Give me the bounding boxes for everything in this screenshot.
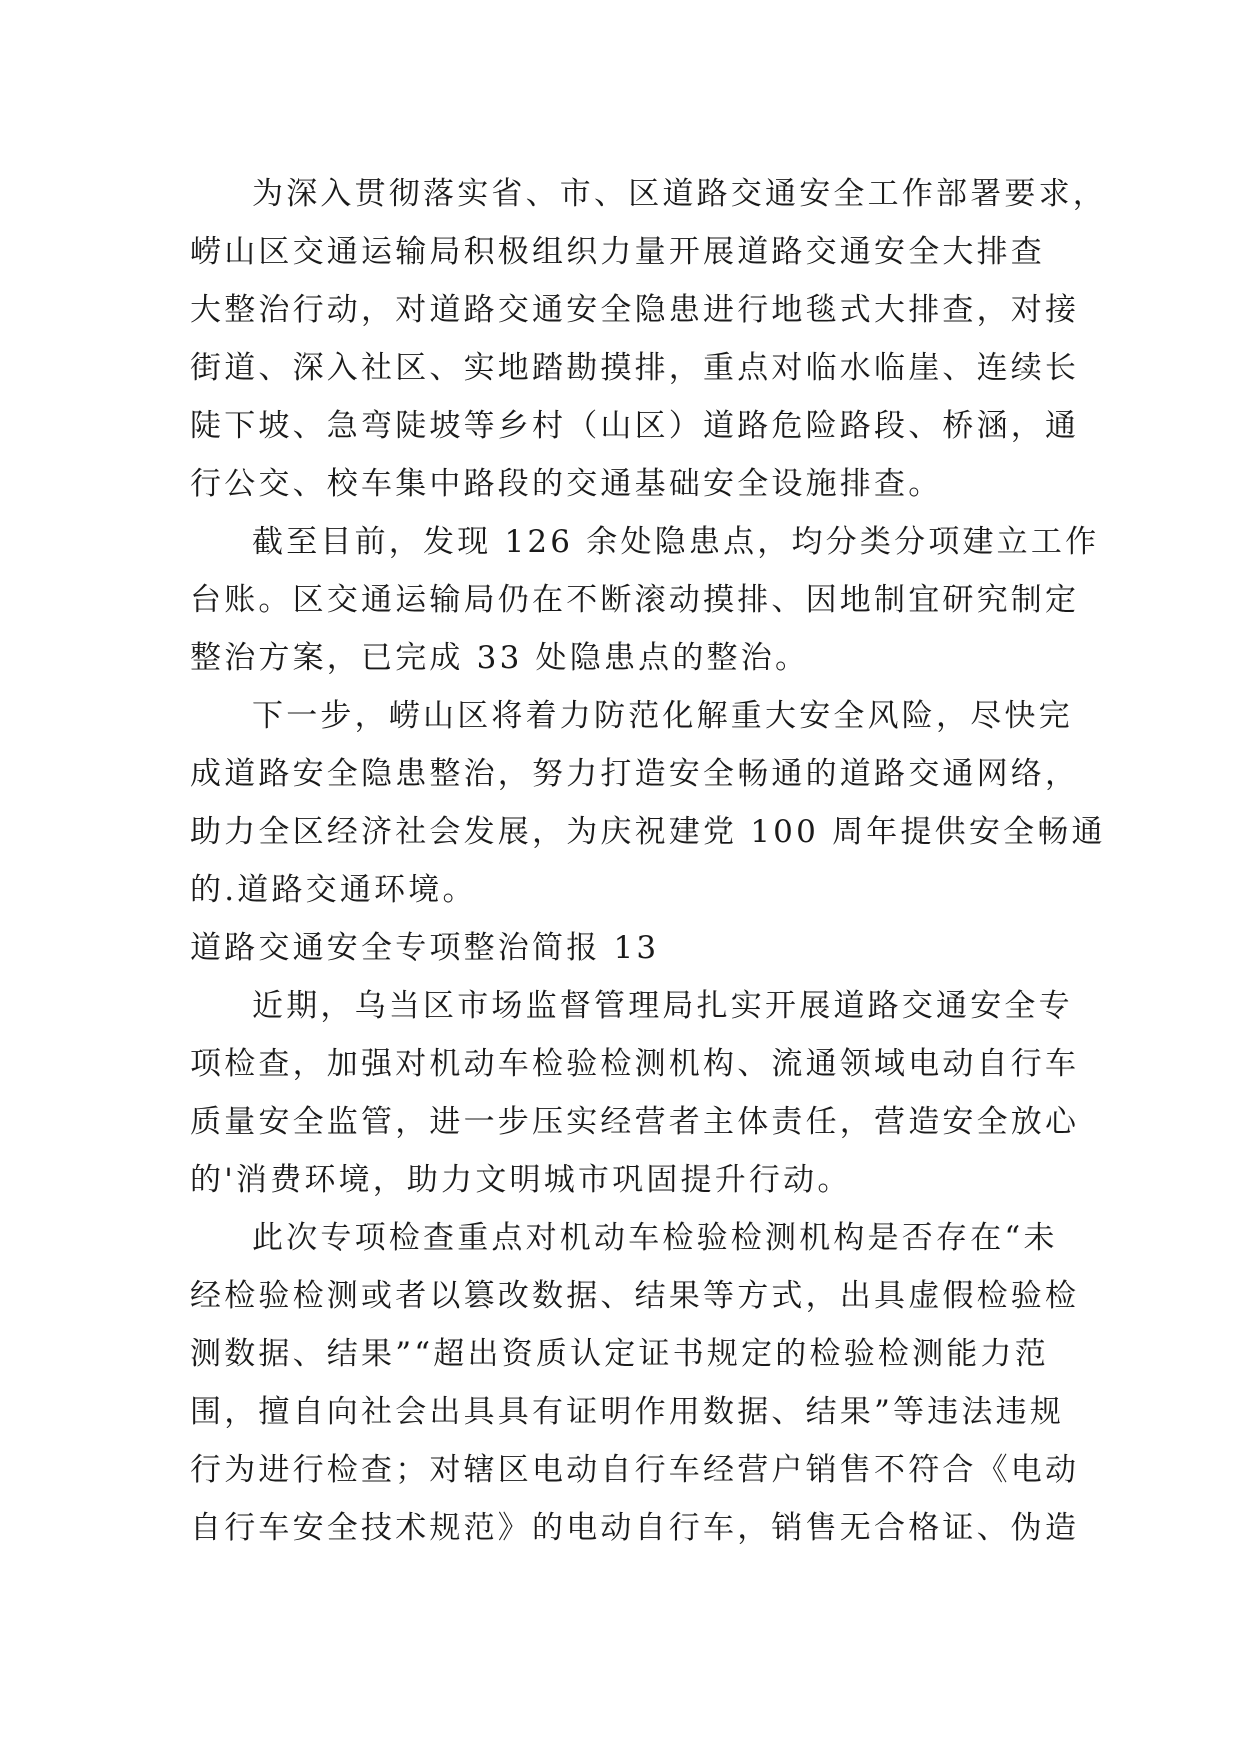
- paragraph-2: [190, 513, 1100, 687]
- paragraph-line: 台账。区交通运输局仍在不断滚动摸排、因地制宜研究制定: [190, 582, 1080, 618]
- section-heading: 道路交通安全专项整治简报 13: [190, 930, 660, 966]
- paragraph-line: 的.道路交通环境。: [190, 872, 477, 908]
- paragraph-line: 的'消费环境，助力文明城市巩固提升行动。: [190, 1162, 852, 1198]
- paragraph-1: [190, 165, 1107, 513]
- paragraph-line: 为深入贯彻落实省、市、区道路交通安全工作部署要求，: [252, 176, 1107, 212]
- paragraph-line: 大整治行动，对道路交通安全隐患进行地毯式大排查，对接: [190, 292, 1080, 328]
- paragraph-4: [190, 977, 1080, 1209]
- paragraph-line: 项检查，加强对机动车检验检测机构、流通领域电动自行车: [190, 1046, 1080, 1082]
- paragraph-line: 助力全区经济社会发展，为庆祝建党 100 周年提供安全畅通: [190, 814, 1106, 850]
- paragraph-5: [190, 1209, 1080, 1557]
- paragraph-line: 崂山区交通运输局积极组织力量开展道路交通安全大排查: [190, 234, 1045, 270]
- paragraph-line: 下一步，崂山区将着力防范化解重大安全风险，尽快完: [252, 698, 1073, 734]
- paragraph-line: 行为进行检查；对辖区电动自行车经营户销售不符合《电动: [190, 1452, 1080, 1488]
- paragraph-line: 测数据、结果”“超出资质认定证书规定的检验检测能力范: [190, 1336, 1049, 1372]
- paragraph-line: 近期，乌当区市场监督管理局扎实开展道路交通安全专: [252, 988, 1073, 1024]
- document-body: [190, 165, 1107, 1557]
- paragraph-line: 截至目前，发现 126 余处隐患点，均分类分项建立工作: [252, 524, 1100, 560]
- paragraph-line: 此次专项检查重点对机动车检验检测机构是否存在“未: [252, 1220, 1058, 1256]
- paragraph-line: 成道路安全隐患整治，努力打造安全畅通的道路交通网络，: [190, 756, 1080, 792]
- paragraph-line: 经检验检测或者以篡改数据、结果等方式，出具虚假检验检: [190, 1278, 1080, 1314]
- paragraph-line: 行公交、校车集中路段的交通基础安全设施排查。: [190, 466, 943, 502]
- paragraph-3: [190, 687, 1106, 919]
- paragraph-line: 街道、深入社区、实地踏勘摸排，重点对临水临崖、连续长: [190, 350, 1080, 386]
- paragraph-line: 自行车安全技术规范》的电动自行车，销售无合格证、伪造: [190, 1510, 1080, 1546]
- paragraph-line: 整治方案，已完成 33 处隐患点的整治。: [190, 640, 810, 676]
- paragraph-line: 质量安全监管，进一步压实经营者主体责任，营造安全放心: [190, 1104, 1080, 1140]
- paragraph-line: 围，擅自向社会出具具有证明作用数据、结果”等违法违规: [190, 1394, 1065, 1430]
- paragraph-line: 陡下坡、急弯陡坡等乡村（山区）道路危险路段、桥涵，通: [190, 408, 1080, 444]
